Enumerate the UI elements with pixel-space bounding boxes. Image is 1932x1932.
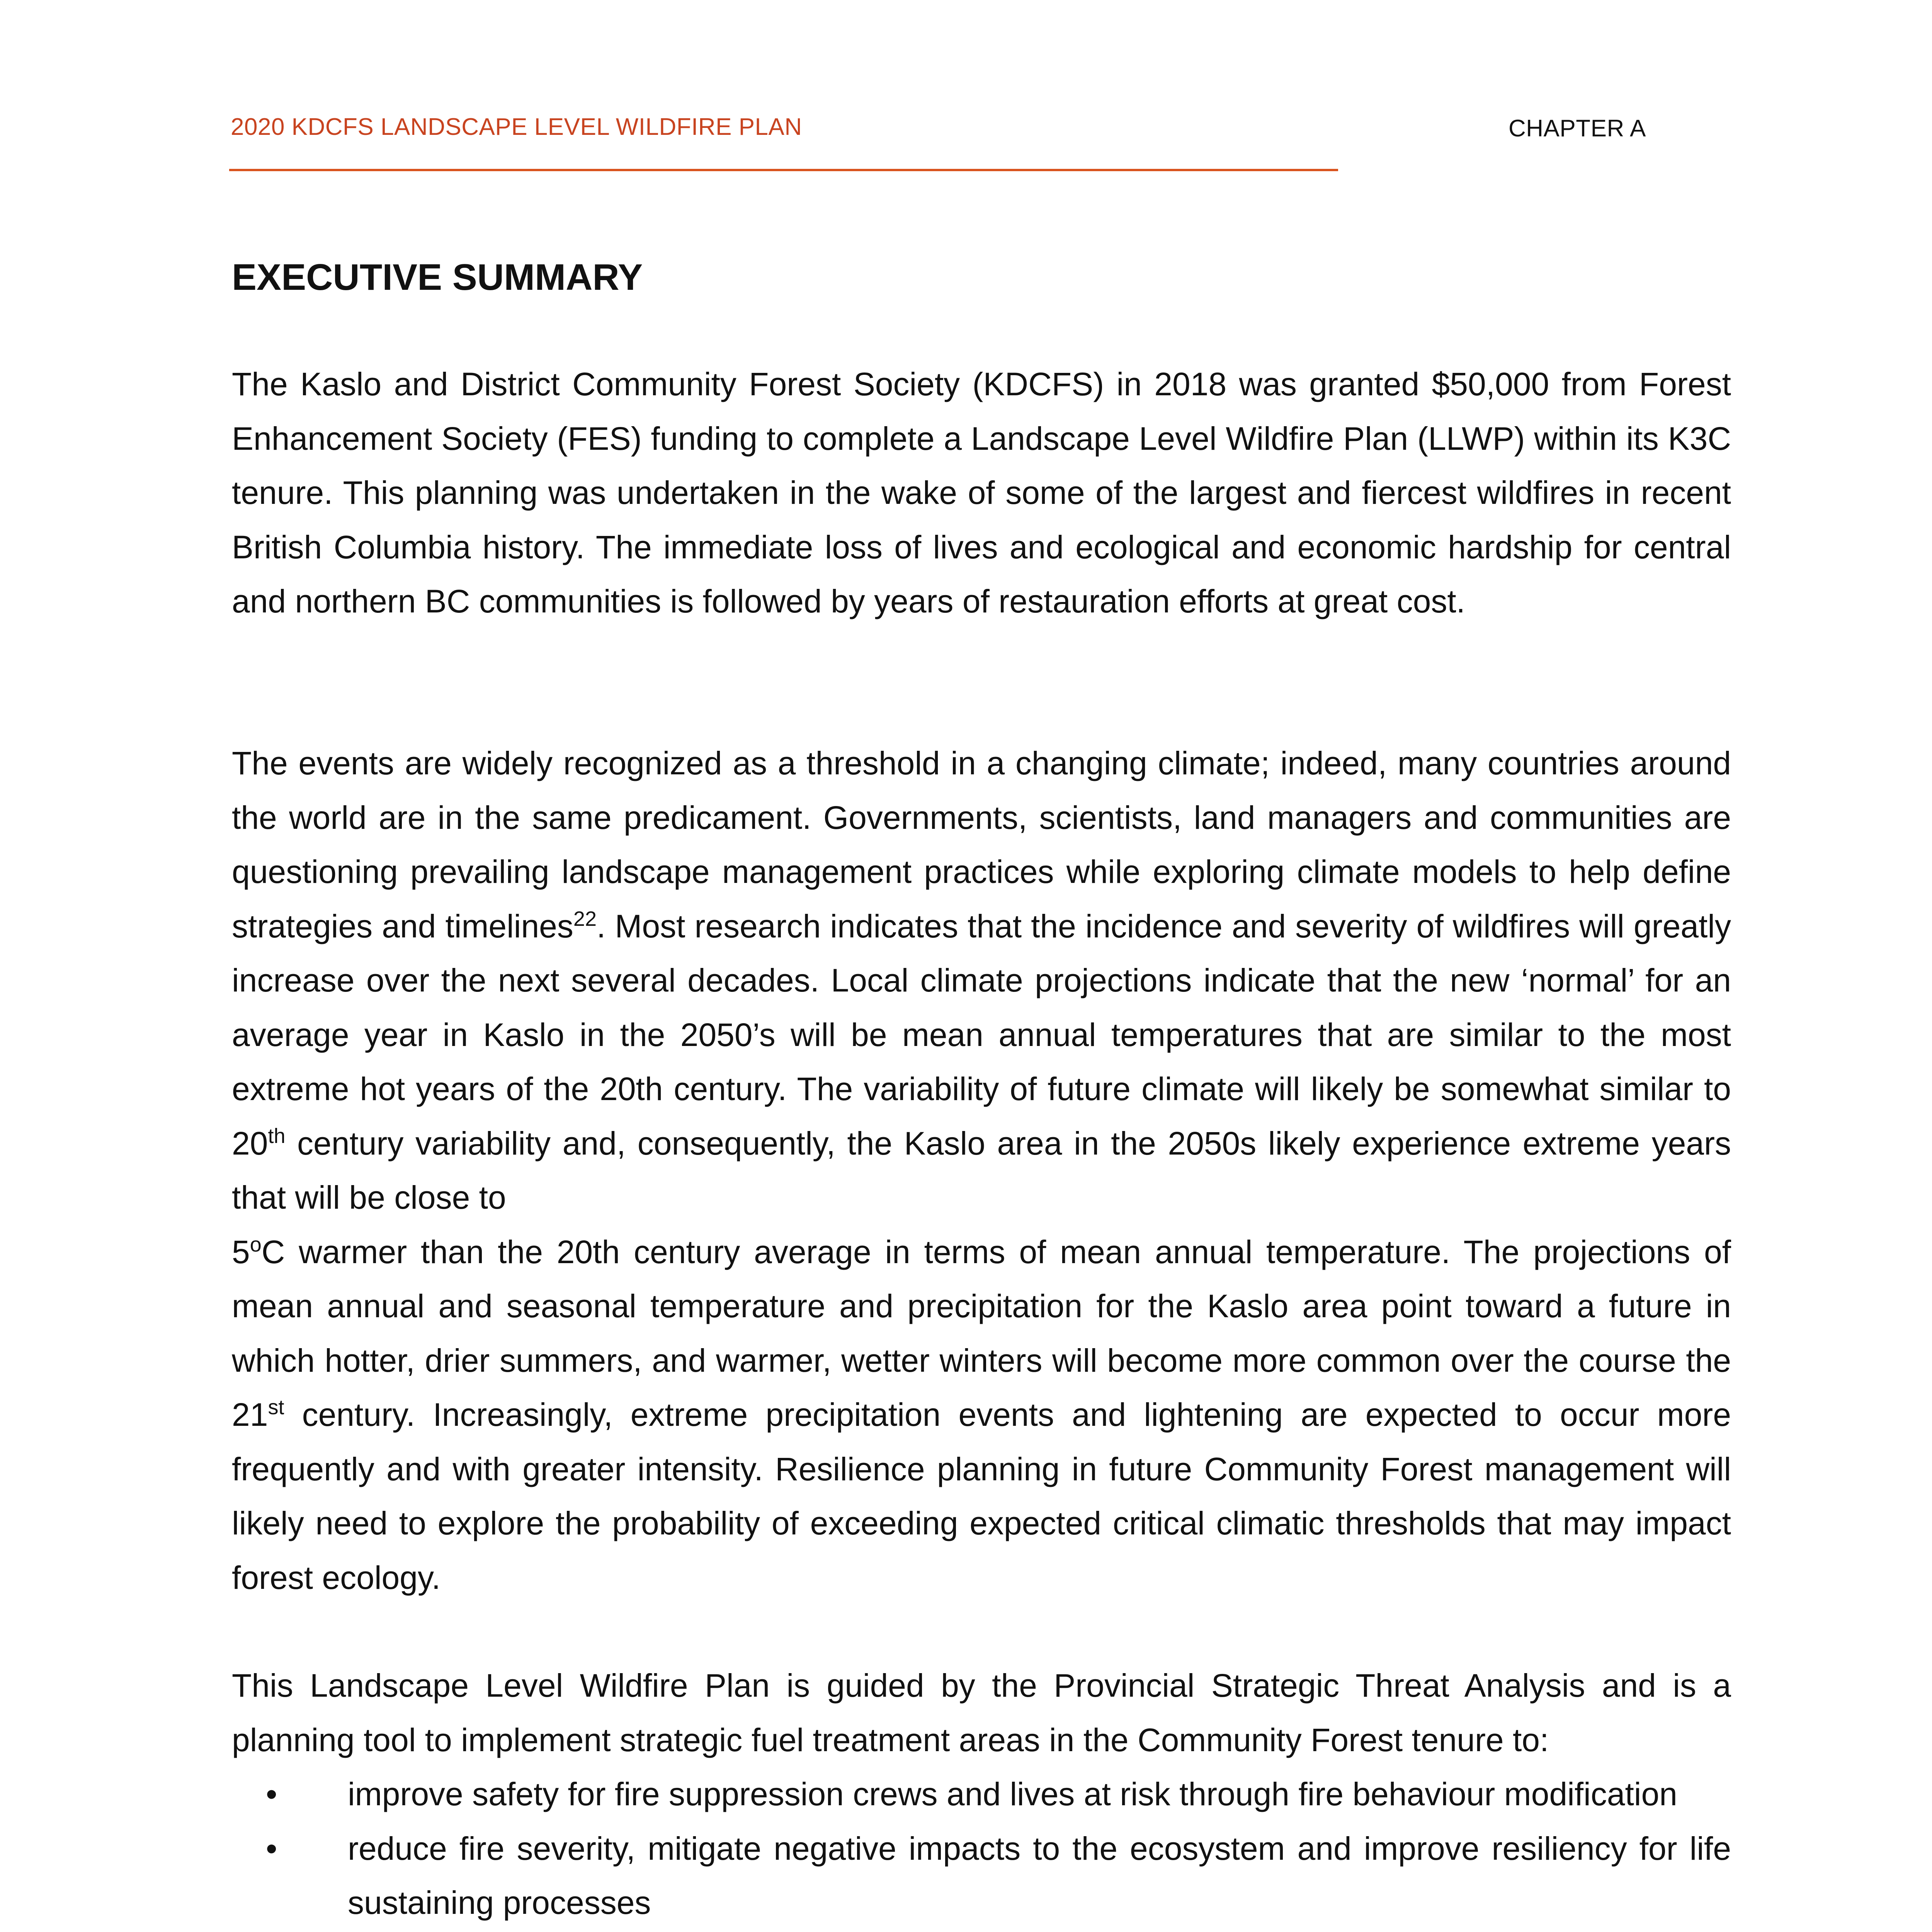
text-run: C warmer than the 20th century average in terms of mean annual temperature. The projections of mean annual and seasonal temperature and precipitation for the Kaslo area point toward a future in which hotter, drier summers, and warmer, wetter winters will become more common over the course the 21	[232, 1233, 1731, 1433]
text-run: century variability and, consequently, the Kaslo area in the 2050s likely experience extreme years that will be close to	[232, 1125, 1731, 1216]
text-run: 5	[232, 1233, 250, 1270]
paragraph-text	[232, 1225, 1731, 1605]
list-item	[232, 1767, 1731, 1821]
objective-list	[232, 1767, 1731, 1932]
section-heading: EXECUTIVE SUMMARY	[232, 257, 643, 298]
list-item	[232, 1930, 1731, 1932]
chapter-label: CHAPTER A	[1509, 115, 1646, 142]
bullet-icon	[266, 1930, 277, 1932]
paragraph-text	[232, 736, 1731, 1225]
paragraph-objectives	[232, 1658, 1731, 1932]
footnote-reference: 22	[573, 907, 597, 930]
paragraph-text: The Kaslo and District Community Forest Society (KDCFS) in 2018 was granted $50,000 from Forest Enhancement Society (FES) funding to complete a Landscape Level Wildfire Plan (LLWP) within its K3C tenure. This planning was undertaken in the wake of some of the largest and fiercest wildfires in recent British Columbia history. The immediate loss of lives and ecological and economic hardship for central and northern BC communities is followed by years of restauration efforts at great cost.	[232, 366, 1731, 619]
paragraph-text: This Landscape Level Wildfire Plan is guided by the Provincial Strategic Threat Analysis and is a planning tool to implement strategic fuel treatment areas in the Community Forest tenure to:	[232, 1667, 1731, 1758]
list-item-text: reduce fire severity, mitigate negative impacts to the ecosystem and improve resiliency for life sustaining processes	[348, 1830, 1731, 1921]
text-run: . Most research indicates that the incidence and severity of wildfires will greatly increase over the next several decades. Local climate projections indicate that the new ‘normal’ for an average year in Kaslo in the 2050’s will be mean annual temperatures that are similar to the most extreme hot years of the 20th century. The variability of future climate will likely be somewhat similar to 20	[232, 908, 1731, 1162]
degree-symbol: o	[250, 1233, 262, 1256]
list-item-text: improve safety for fire suppression crews and lives at risk through fire behaviour modification	[348, 1776, 1677, 1812]
document-title-header: 2020 KDCFS LANDSCAPE LEVEL WILDFIRE PLAN	[231, 114, 802, 140]
ordinal-suffix: th	[268, 1124, 286, 1148]
list-item	[232, 1821, 1731, 1930]
header-divider	[229, 169, 1338, 171]
text-run: The events are widely recognized as a threshold in a changing climate; indeed, many countries around the world are in the same predicament. Governments, scientists, land managers and communities are questioning prevailing landscape management practices while exploring climate models to help define strategies and timelines	[232, 745, 1731, 944]
text-run: century. Increasingly, extreme precipitation events and lightening are expected to occur more frequently and with greater intensity. Resilience planning in future Community Forest management will likely need to explore the probability of exceeding expected critical climatic thresholds that may impact forest ecology.	[232, 1396, 1731, 1596]
paragraph-intro	[232, 357, 1731, 629]
ordinal-suffix: st	[268, 1396, 284, 1419]
paragraph-climate	[232, 736, 1731, 1605]
bullet-icon: •	[266, 1776, 277, 1812]
bullet-icon: •	[266, 1830, 277, 1867]
